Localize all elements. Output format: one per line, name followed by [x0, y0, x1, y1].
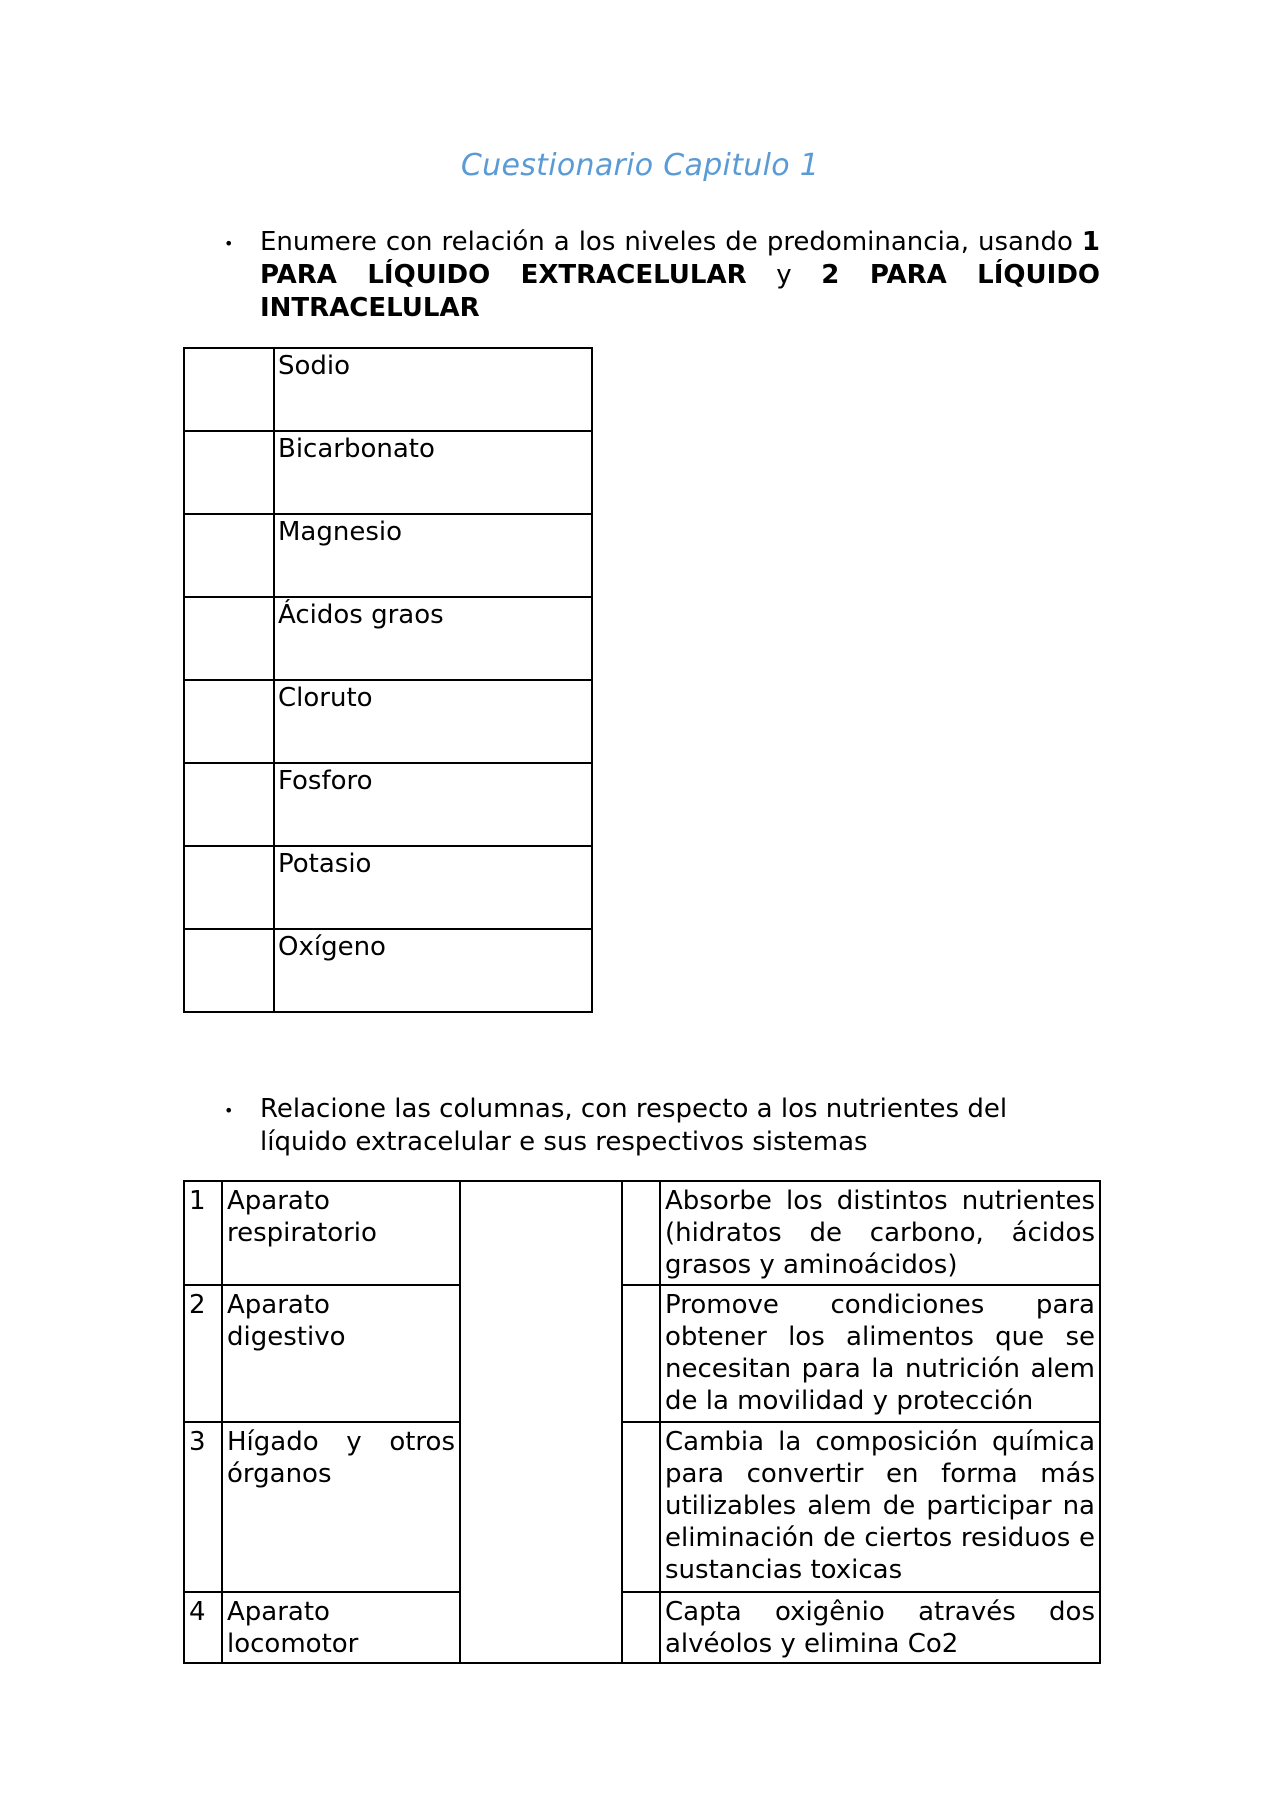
- answer-cell[interactable]: [184, 348, 274, 431]
- table-row: [184, 1592, 1100, 1663]
- page-title: Cuestionario Capitulo 1: [460, 148, 820, 183]
- table-row: [184, 929, 592, 1012]
- item-label: Oxígeno: [274, 929, 592, 1012]
- table-row: [184, 680, 592, 763]
- organ-label: Aparato digestivo: [222, 1285, 460, 1422]
- organ-label: Aparato locomotor: [222, 1592, 460, 1663]
- item-label: Potasio: [274, 846, 592, 929]
- table-row: [184, 597, 592, 680]
- table-row: [184, 431, 592, 514]
- row-number: 1: [184, 1181, 222, 1285]
- answer-cell[interactable]: [622, 1592, 660, 1663]
- organ-label: Aparato respiratorio: [222, 1181, 460, 1285]
- description-cell: Capta oxigênio através dos alvéolos y elimina Co2: [660, 1592, 1100, 1663]
- item-label: Sodio: [274, 348, 592, 431]
- question-1-bold-intracelular: 2 PARA LÍQUIDO INTRACELULAR: [260, 260, 1100, 323]
- bullet-marker: •: [224, 234, 234, 253]
- answer-cell[interactable]: [184, 514, 274, 597]
- predominance-table: [183, 347, 593, 1013]
- row-number: 4: [184, 1592, 222, 1663]
- description-cell: Absorbe los distintos nutrientes (hidratos de carbono, ácidos grasos y aminoácidos): [660, 1181, 1100, 1285]
- table-row: [184, 348, 592, 431]
- description-cell: Promove condiciones para obtener los alimentos que se necesitan para la nutrición alem de la movilidad y protección: [660, 1285, 1100, 1422]
- item-label: Magnesio: [274, 514, 592, 597]
- row-number: 2: [184, 1285, 222, 1422]
- question-1-bold-extracelular: 1 PARA LÍQUIDO EXTRACELULAR: [260, 227, 1100, 290]
- table-row: [184, 1285, 1100, 1422]
- item-label: Ácidos graos: [274, 597, 592, 680]
- question-1-text: [260, 226, 1100, 325]
- row-number: 3: [184, 1422, 222, 1592]
- answer-cell[interactable]: [622, 1181, 660, 1285]
- table-row: [184, 763, 592, 846]
- question-1-conjunction: y: [746, 260, 822, 290]
- organ-label: Hígado y otros órganos: [222, 1422, 460, 1592]
- spacer-column: [460, 1181, 622, 1663]
- answer-cell[interactable]: [184, 680, 274, 763]
- answer-cell[interactable]: [622, 1285, 660, 1422]
- answer-cell[interactable]: [184, 763, 274, 846]
- answer-cell[interactable]: [184, 431, 274, 514]
- table-row: [184, 514, 592, 597]
- table-row: [184, 1181, 1100, 1285]
- table-row: [184, 1422, 1100, 1592]
- item-label: Fosforo: [274, 763, 592, 846]
- item-label: Cloruto: [274, 680, 592, 763]
- question-2-text: Relacione las columnas, con respecto a los nutrientes del líquido extracelular e sus respectivos sistemas: [260, 1094, 1008, 1157]
- item-label: Bicarbonato: [274, 431, 592, 514]
- bullet-marker: •: [224, 1101, 234, 1120]
- matching-table: [183, 1180, 1101, 1664]
- answer-cell[interactable]: [184, 846, 274, 929]
- answer-cell[interactable]: [622, 1422, 660, 1592]
- answer-cell[interactable]: [184, 929, 274, 1012]
- description-cell: Cambia la composición química para convertir en forma más utilizables alem de participar na eliminación de ciertos residuos e sustancias toxicas: [660, 1422, 1100, 1592]
- question-1-intro: Enumere con relación a los niveles de predominancia, usando: [260, 227, 1082, 257]
- table-row: [184, 846, 592, 929]
- answer-cell[interactable]: [184, 597, 274, 680]
